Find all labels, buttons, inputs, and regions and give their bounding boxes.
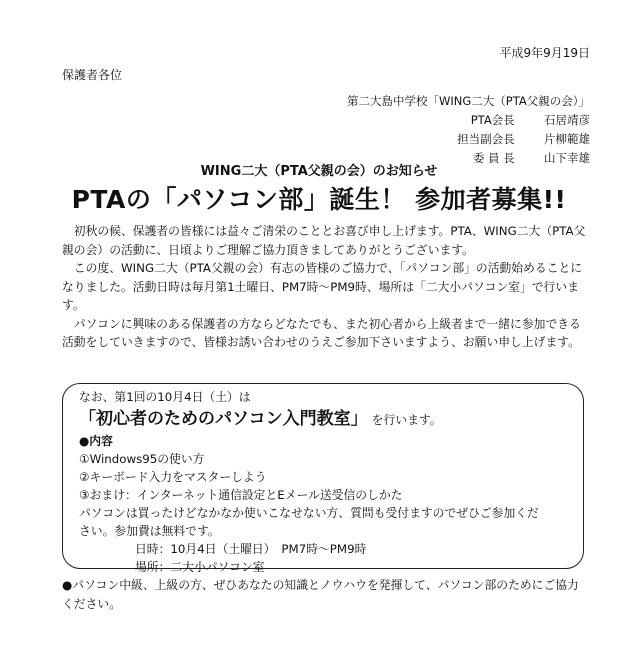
schedule-label: 日時： — [135, 542, 171, 556]
place-value: 二大小パソコン室 — [170, 560, 265, 574]
officer-line — [347, 111, 590, 130]
contents-item: ①Windows95の使い方 — [79, 452, 205, 466]
contents-item: ②キーボード入力をマスターしよう — [79, 470, 267, 484]
schedule-value: 10月4日（土曜日） PM7時〜PM9時 — [170, 542, 367, 556]
officer-name: 石居靖彦 — [544, 113, 590, 127]
body-paragraph: パソコンに興味のある保護者の方ならどなたでも、また初心者から上級者まで一緒に参加できる活動をしていきますので、皆様お誘い合わせのうえご参加下さいますよう、お願い申し上げます。 — [62, 316, 581, 349]
contents-item: ③おまけ：インターネット通信設定とEメール送受信のしかた — [79, 488, 403, 502]
event-note: さい。参加費は無料です。 — [79, 524, 220, 538]
officer-title: PTA会長 — [470, 113, 515, 127]
event-box — [62, 383, 584, 574]
closing-note: ●パソコン中級、上級の方、ぜひあなたの知識とノウハウを発揮して、パソコン部のためにご協力ください。 — [62, 578, 579, 611]
course-suffix: を行います。 — [371, 413, 442, 427]
officer-title: 担当副会長 — [457, 132, 515, 146]
sender-organization: 第二大島中学校「WING二大（PTA父親の会）」 — [347, 94, 590, 108]
officer-line — [347, 130, 590, 149]
place-line — [79, 558, 571, 576]
officer-name: 片柳範雄 — [544, 132, 590, 146]
officer-title: 委 員 長 — [472, 151, 515, 165]
notice-headline: PTAの「パソコン部」誕生！ 参加者募集!! — [71, 185, 567, 214]
course-title-line — [79, 406, 571, 432]
event-note: パソコンは買ったけどなかなか使いこなせない方、質問も受付ますのでぜひご参加くだ — [79, 506, 539, 520]
body-paragraph: この度、WING二大（PTA父親の会）有志の皆様のご協力で、「パソコン部」の活動始めることになりました。活動日時は毎月第1土曜日、PM7時〜PM9時、場所は「二大小パソコン室」で行います。 — [62, 261, 583, 312]
event-intro: なお、第1回の10月4日（土）は — [79, 390, 251, 404]
place-label: 場所： — [135, 560, 171, 574]
body-text — [62, 222, 590, 352]
officer-name: 山下幸雄 — [544, 151, 590, 165]
schedule-line — [79, 540, 571, 558]
body-paragraph: 初秋の候、保護者の皆様には益々ご清栄のこととお喜び申し上げます。PTA、WING二大（PTA父親の会）の活動に、日頃よりご理解ご協力頂きましてありがとうございます。 — [62, 224, 586, 257]
contents-heading: ●内容 — [79, 434, 113, 448]
issue-date: 平成9年9月19日 — [499, 46, 590, 60]
sender-block — [347, 92, 590, 168]
notice-subtitle: WING二大（PTA父親の会）のお知らせ — [200, 164, 438, 179]
course-title: 「初心者のためのパソコン入門教室」 — [79, 409, 368, 429]
recipients: 保護者各位 — [62, 68, 123, 82]
